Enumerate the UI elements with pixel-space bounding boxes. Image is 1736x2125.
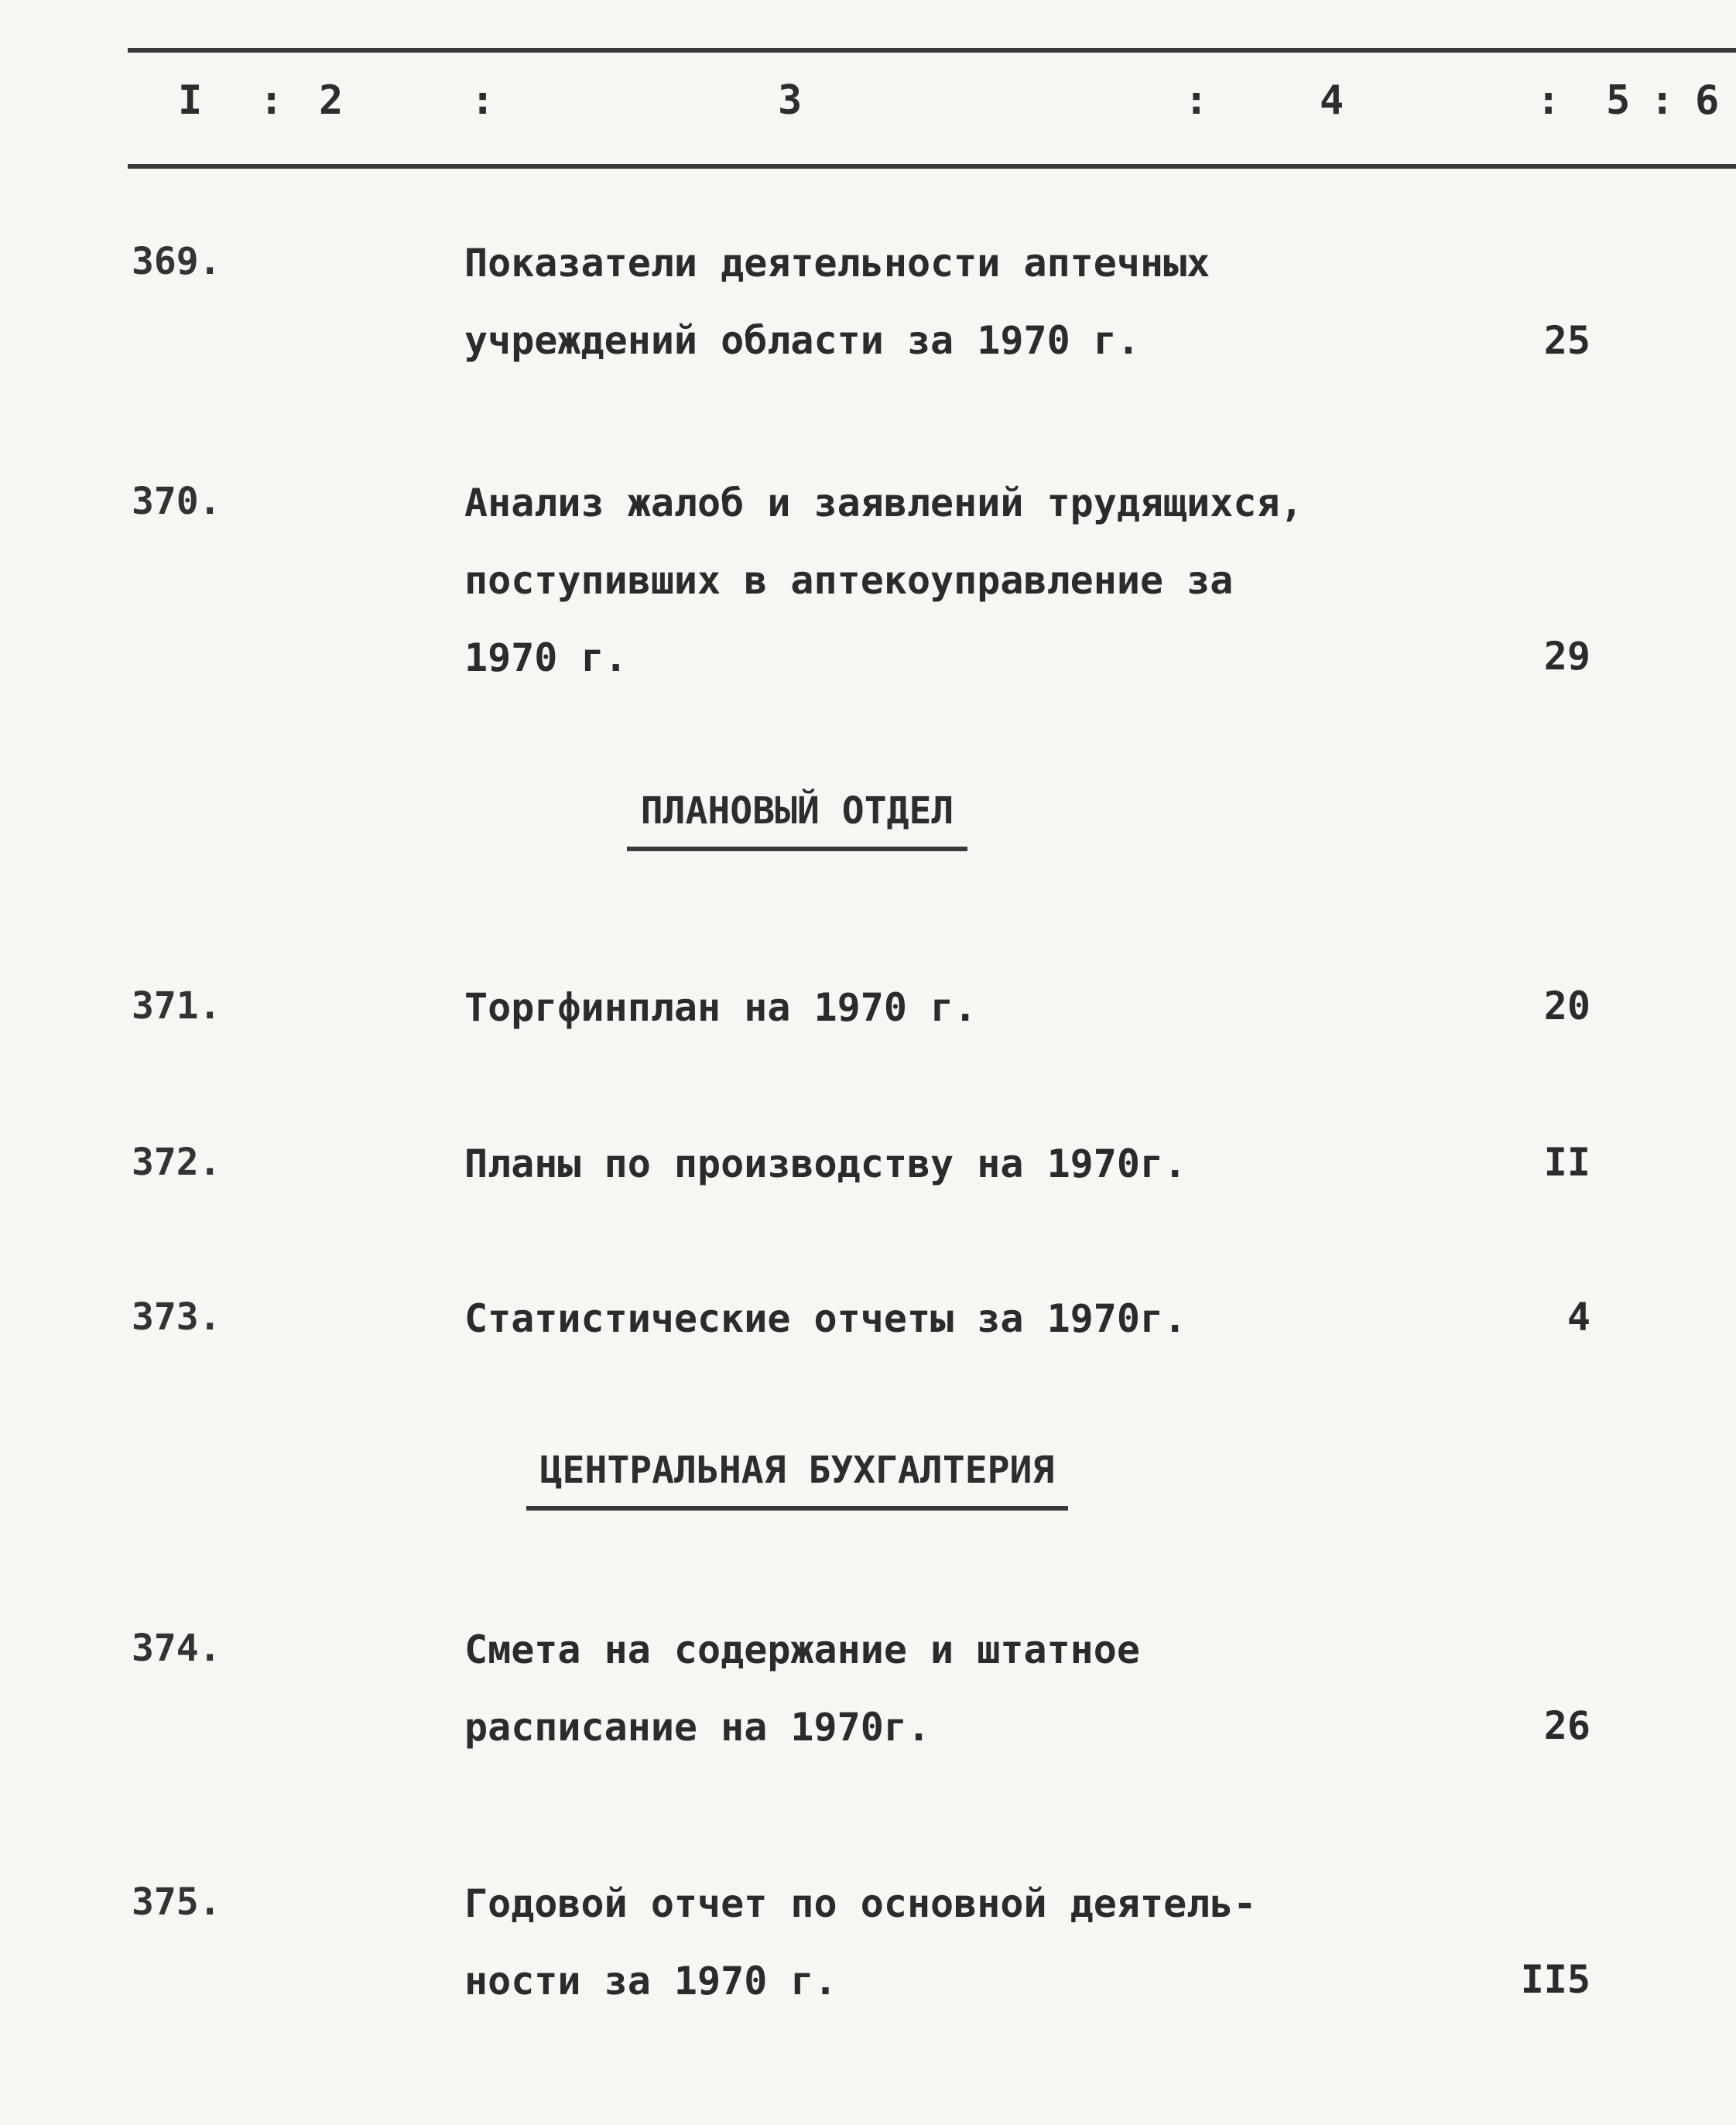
entry-page-count: 29 [1543,634,1590,679]
column-header-3: 3 [778,77,803,124]
section-heading-text: ЦЕНТРАЛЬНАЯ БУХГАЛТЕРИЯ [526,1447,1069,1511]
entry-page-count: 26 [1543,1703,1590,1748]
section-heading-text: ПЛАНОВЫЙ ОТДЕЛ [627,788,968,851]
entry-title-line: Показатели деятельности аптечных [464,241,1210,286]
entry-title-line: поступивших в аптекоуправление за [464,558,1234,603]
entry-title [464,969,977,1046]
column-separator: : [1650,77,1675,124]
column-header-5: 5 [1606,77,1631,124]
entry-page-count: 4 [1567,1295,1590,1340]
section-heading-accounting [0,1447,1594,1511]
entry-title [464,1611,1140,1766]
column-header-6: 6 [1695,77,1720,124]
entry-title-line: ности за 1970 г. [464,1959,837,2004]
entry-title-line: Статистические отчеты за 1970г. [464,1296,1187,1341]
entry-title-line: расписание на 1970г. [464,1705,931,1750]
entry-title [464,1865,1257,2020]
entry-page-count: 25 [1543,318,1590,363]
column-separator: : [259,77,284,124]
entry-page-count: II [1543,1140,1590,1185]
entry-title [464,224,1210,379]
entry-title-line: 1970 г. [464,635,628,680]
entry-title [464,464,1303,696]
entry-title-line: Анализ жалоб и заявлений трудящихся, [464,481,1303,525]
entry-number: 369. [132,240,221,283]
entry-title-line: Годовой отчет по основной деятель- [464,1881,1257,1926]
section-heading-planning [0,788,1594,851]
entry-number: 370. [132,480,221,523]
entry-number: 372. [132,1141,221,1184]
entry-page-count: II5 [1520,1957,1590,2002]
column-header-2: 2 [319,77,344,124]
entry-title [464,1125,1186,1203]
header-top-rule [128,48,1736,53]
entry-title-line: Смета на содержание и штатное [464,1627,1140,1672]
column-separator: : [1184,77,1209,124]
entry-number: 373. [132,1295,221,1339]
entry-page-count: 20 [1543,984,1590,1028]
entry-title [464,1280,1186,1357]
entry-number: 375. [132,1880,221,1924]
entry-title-line: учреждений области за 1970 г. [464,318,1140,363]
entry-number: 371. [132,984,221,1028]
entry-title-line: Торгфинплан на 1970 г. [464,985,978,1030]
column-separator: : [471,77,495,124]
entry-number: 374. [132,1627,221,1670]
entry-title-line: Планы по производству на 1970г. [464,1141,1187,1186]
header-bottom-rule [128,164,1736,169]
column-separator: : [1536,77,1561,124]
column-header-4: 4 [1320,77,1344,124]
column-header-1: I [178,77,203,124]
